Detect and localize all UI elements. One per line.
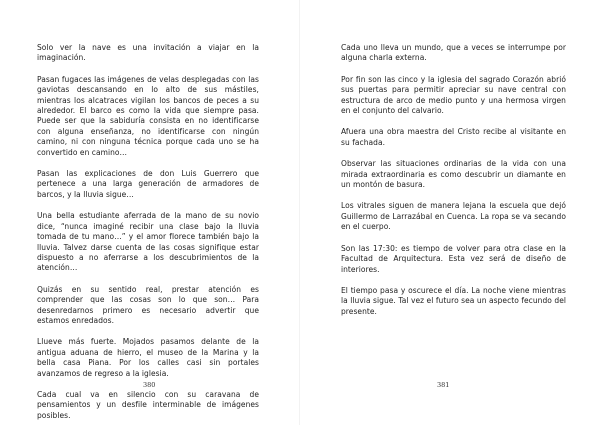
left-paragraph-5: Quizás en su sentido real, prestar atención es comprender que las cosas son lo que son… Para desenredarnos primero es necesario advertir que estamos enredados. <box>37 284 259 325</box>
right-paragraph-4: Observar las situaciones ordinarias de la vida con una mirada extraordinaria es como descubrir un diamante en un montón de basura. <box>341 159 566 190</box>
left-paragraph-4: Una bella estudiante aferrada de la mano de su novio dice, “nunca imaginé recibir una clase bajo la lluvia tomada de tu mano…” y el amor florece también bajo la lluvia. Talvez darse cuenta de las cosas signifique estar dispuesto a no aferrarse a los descubrimientos de la atención… <box>37 211 259 273</box>
right-paragraph-6: Son las 17:30: es tiempo de volver para otra clase en la Facultad de Arquitectura. Esta vez será de diseño de interiores. <box>341 243 566 274</box>
right-page-number: 381 <box>437 381 450 389</box>
left-paragraph-3: Pasan las explicaciones de don Luis Guerrero que pertenece a una larga generación de armadores de barcos, y la lluvia sigue… <box>37 169 259 199</box>
right-paragraph-7: El tiempo pasa y oscurece el día. La noche viene mientras la lluvia sigue. Tal vez el futuro sea un aspecto fecundo del presente. <box>341 285 566 316</box>
left-paragraph-6: Llueve más fuerte. Mojados pasamos delante de la antigua aduana de hierro, el museo de la Marina y la bella casa Piana. Por los calles casi sin portales avanzamos de regreso a la iglesia. <box>37 337 259 378</box>
right-paragraph-3: Afuera una obra maestra del Cristo recibe al visitante en su fachada. <box>341 127 566 147</box>
right-page <box>300 0 600 425</box>
left-page-number: 380 <box>143 381 156 389</box>
left-paragraph-1: Solo ver la nave es una invitación a viajar en la imaginación. <box>37 43 259 63</box>
right-paragraph-5: Los vitrales siguen de manera lejana la escuela que dejó Guillermo de Larrazábal en Cuenca. La ropa se va secando en el cuerpo. <box>341 201 566 232</box>
right-paragraph-1: Cada uno lleva un mundo, que a veces se interrumpe por alguna charla externa. <box>341 43 566 63</box>
left-paragraph-7: Cada cual va en silencio con su caravana de pensamientos y un desfile interminable de imágenes posibles. <box>37 389 259 420</box>
right-paragraph-2: Por fin son las cinco y la iglesia del sagrado Corazón abrió sus puertas para permitir apreciar su nave central con estructura de arco de medio punto y una hermosa virgen en el conjunto del calvario. <box>341 74 566 116</box>
left-paragraph-2: Pasan fugaces las imágenes de velas desplegadas con las gaviotas descansando en lo alto de sus mástiles, mientras los alcatraces vigilan los bancos de peces a su alrededor. El barco es como la vida que siempre pasa. Puede ser que la sabiduría consista en no identificarse con alguna enseñanza, no identificarse con ningún camino, ni con ninguna técnica porque cada uno se ha convertido en camino… <box>37 74 259 157</box>
